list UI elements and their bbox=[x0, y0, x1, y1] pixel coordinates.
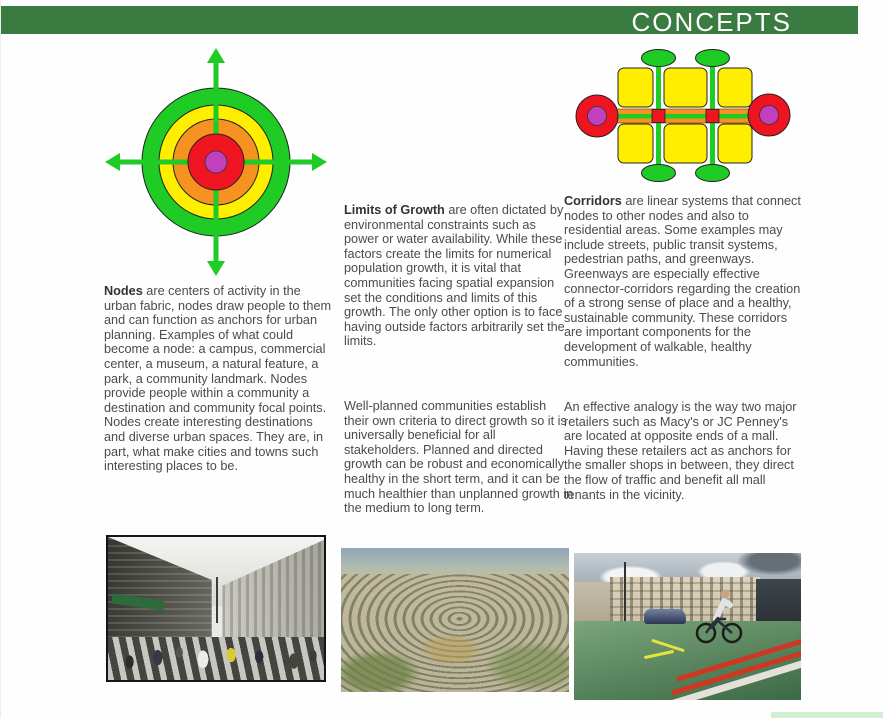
photo3-right-building bbox=[756, 579, 801, 623]
photo-street-crowd bbox=[106, 535, 326, 682]
photo-bike-lane bbox=[574, 553, 801, 700]
photo-aerial-community bbox=[341, 548, 569, 692]
page-title: CONCEPTS bbox=[631, 6, 792, 37]
main-corridor bbox=[595, 109, 771, 123]
photo2-circular-development bbox=[341, 574, 569, 692]
node-core bbox=[188, 134, 244, 190]
nodes-text: are centers of activity in the urban fabric, nodes draw people to them and can function as anchors for urban planning. Examples of what could become a node: a campus, commercial center, a museum, a natural feature, a park, a community landmark. Nodes provide people within a community a destination and community focal points. Nodes create interesting destinations and diverse urban spaces. They are, in part, what make cities and towns such interesting places to be. bbox=[104, 284, 332, 474]
photo1-pedestrians bbox=[108, 637, 324, 680]
photo1-streetlight-pole bbox=[216, 577, 218, 623]
corridors-text: are linear systems that connect nodes to other nodes and also to residential areas. Some examples may include streets, public transit systems, pedestrian paths, and greenways. Greenways are especially effective connector-corridors regarding the creation of a strong sense of place and a healthy, sustainable community. These corridors are important components for the development of walkable, healthy communities. bbox=[564, 194, 801, 369]
mall-analogy-paragraph: An effective analogy is the way two major retailers such as Macy's or JC Penney's are located at opposite ends of a mall. Having these retailers act as anchors for the smaller shops in between, they direct the flow of traffic and benefit all mall tenants in the vicinity. bbox=[564, 400, 797, 502]
limits-of-growth-paragraph bbox=[344, 203, 572, 349]
corridors-diagram bbox=[571, 45, 801, 190]
photo3-car bbox=[644, 609, 686, 624]
photo2-horizon-mountains bbox=[341, 548, 569, 577]
limits-heading: Limits of Growth bbox=[344, 203, 445, 217]
nodes-diagram bbox=[96, 45, 341, 280]
photo3-cyclist bbox=[694, 585, 744, 645]
well-planned-paragraph: Well-planned communities establish their own criteria to direct growth so it is universally beneficial for all stakeholders. Planned and directed growth can be robust and economically healthy in the short term, and it can be much healthier than unplanned growth in the medium to long term. bbox=[344, 399, 574, 516]
nodes-heading: Nodes bbox=[104, 284, 143, 298]
corridors-heading: Corridors bbox=[564, 194, 622, 208]
photo3-lamp-post bbox=[624, 562, 626, 621]
corridors-paragraph bbox=[564, 194, 808, 369]
header-bar bbox=[1, 6, 858, 37]
bottom-accent-strip bbox=[771, 712, 883, 718]
limits-text: are often dictated by environmental constraints such as power or water availability. While these factors create the limits for numerical population growth, it is vital that communities facing spatial expansion set the conditions and limits of this growth. The only other option is to face having outside factors arbitrarily set the limits. bbox=[344, 203, 565, 349]
nodes-paragraph bbox=[104, 284, 334, 474]
photo3-left-building bbox=[574, 582, 615, 620]
